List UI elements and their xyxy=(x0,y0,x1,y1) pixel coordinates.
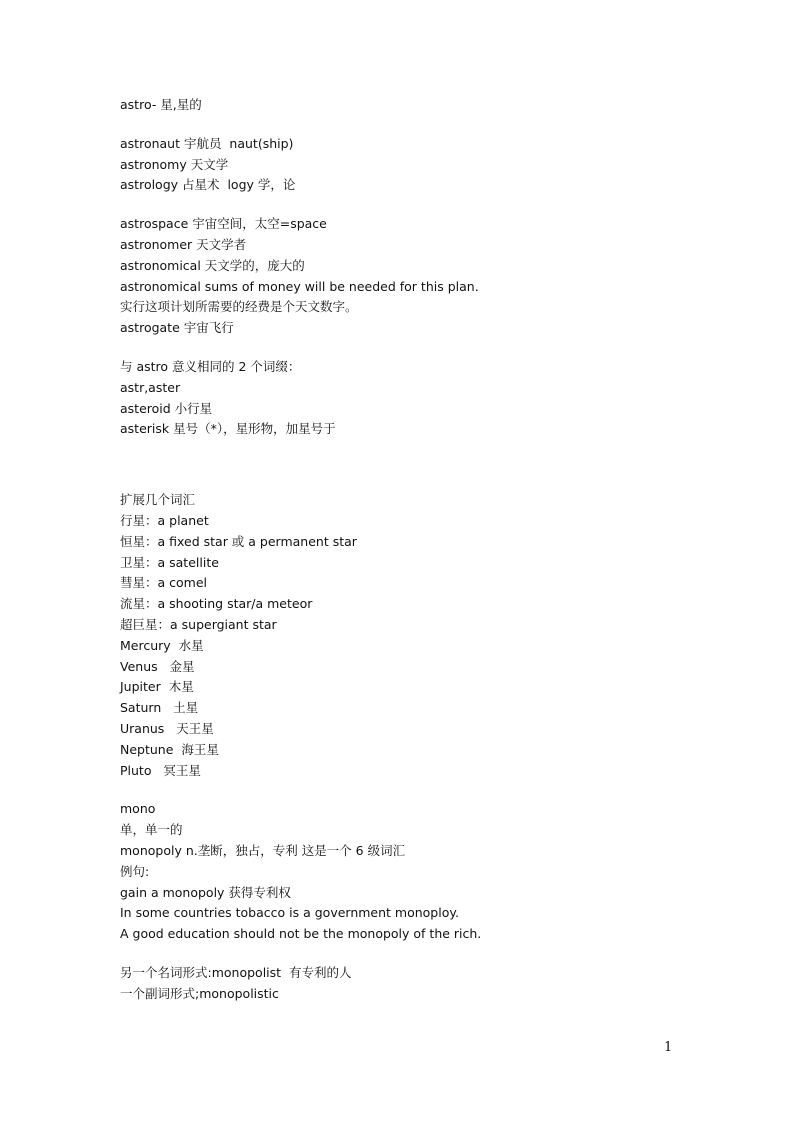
text-line: 扩展几个词汇 xyxy=(120,492,196,508)
text-line: Pluto 冥王星 xyxy=(120,762,201,778)
section-related-affixes xyxy=(120,357,720,440)
text-line: 超巨星：a supergiant star xyxy=(120,616,277,632)
text-line: Jupiter 木星 xyxy=(120,679,194,695)
text-line: asterisk 星号（*），星形物，加星号于 xyxy=(120,421,336,437)
text-line: In some countries tobacco is a government monoploy. xyxy=(120,905,459,921)
text-line: astrospace 宇宙空间，太空=space xyxy=(120,216,327,232)
text-line: 单，单一的 xyxy=(120,822,183,838)
text-line: 一个副词形式;monopolistic xyxy=(120,985,279,1001)
text-line: 卫星：a satellite xyxy=(120,554,219,570)
section-mono xyxy=(120,799,720,945)
text-line: monopoly n.垄断，独占，专利 这是一个 6 级词汇 xyxy=(120,842,406,858)
text-line: A good education should not be the monopoly of the rich. xyxy=(120,926,482,942)
text-line: astrology 占星术 logy 学，论 xyxy=(120,177,296,193)
text-line: asteroid 小行星 xyxy=(120,400,213,416)
text-line: 彗星：a comel xyxy=(120,575,207,591)
text-line: gain a monopoly 获得专利权 xyxy=(120,884,291,900)
text-line: 行星：a planet xyxy=(120,512,209,528)
text-line: astronomical sums of money will be needed for this plan. xyxy=(120,278,479,294)
text-line: Neptune 海王星 xyxy=(120,741,219,757)
page-number: 1 xyxy=(664,1040,673,1055)
text-line: Uranus 天王星 xyxy=(120,720,214,736)
text-line: 实行这项计划所需要的经费是个天文数字。 xyxy=(120,299,358,315)
text-line: astronaut 宇航员 naut(ship) xyxy=(120,135,294,151)
text-line: Saturn 土星 xyxy=(120,700,199,716)
text-line: astronomical 天文学的，庞大的 xyxy=(120,257,305,273)
text-line: 例句: xyxy=(120,863,150,879)
text-line: astr,aster xyxy=(120,379,181,395)
text-line: 流星：a shooting star/a meteor xyxy=(120,596,313,612)
text-line: 与 astro 意义相同的 2 个词缀： xyxy=(120,358,301,374)
section-extended-vocabulary xyxy=(120,490,720,781)
section-astro-prefix xyxy=(120,95,720,116)
section-astro-words-1 xyxy=(120,134,720,196)
document-body xyxy=(120,95,720,1004)
text-line: 恒星：a fixed star 或 a permanent star xyxy=(120,533,357,549)
text-line: 另一个名词形式:monopolist 有专利的人 xyxy=(120,964,352,980)
text-line: astronomy 天文学 xyxy=(120,156,229,172)
text-line: Venus 金星 xyxy=(120,658,195,674)
text-line: mono xyxy=(120,801,156,817)
text-line: astrogate 宇宙飞行 xyxy=(120,320,234,336)
section-monopoly-forms xyxy=(120,963,720,1005)
text-line: astronomer 天文学者 xyxy=(120,236,247,252)
text-line: astro- 星,星的 xyxy=(120,97,202,112)
text-line: Mercury 水星 xyxy=(120,637,204,653)
section-astro-words-2 xyxy=(120,214,720,339)
